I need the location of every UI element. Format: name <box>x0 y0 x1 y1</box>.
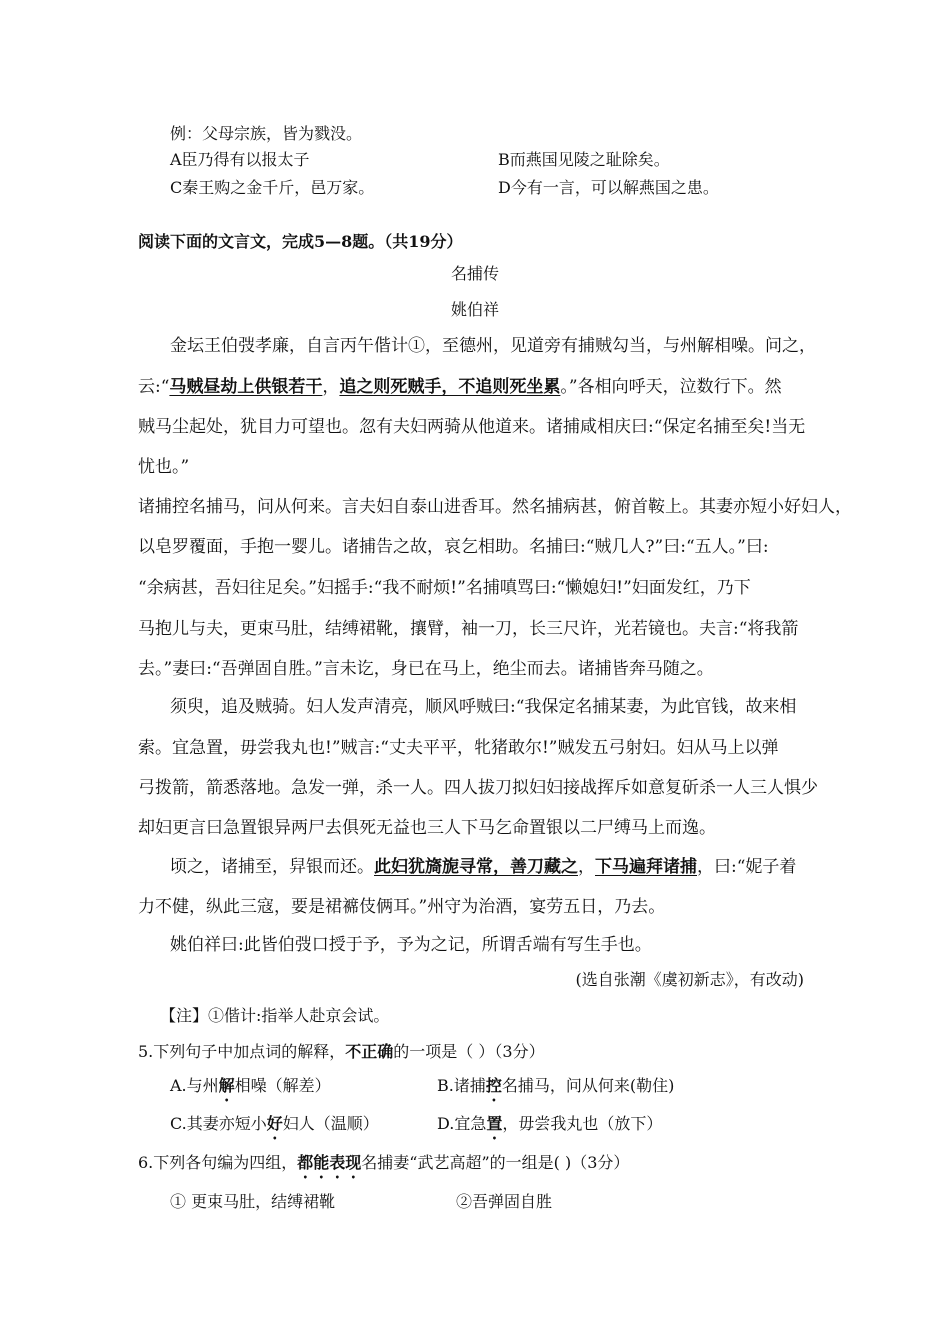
text-run: 云:“ <box>138 377 170 397</box>
underlined-sentence: 马贼昼劫上供银若干 <box>169 377 323 397</box>
q4-option-d: D今有一言，可以解燕国之患。 <box>498 178 719 197</box>
text-run: ， <box>322 377 340 397</box>
q4-option-a: A臣乃得有以报太子 <box>170 150 310 169</box>
passage-title: 名捕传 <box>450 264 499 283</box>
text-run: 顷之，诸捕至，舁银而还。 <box>170 857 374 877</box>
emphasis-text: 不正确 <box>345 1042 394 1061</box>
q6-stem <box>138 1153 629 1182</box>
underlined-sentence: 下马遍拜诸捕 <box>595 857 697 877</box>
text-run: D.宜急 <box>437 1114 487 1133</box>
underlined-sentence: 此妇犹旖旎寻常，善刀藏之 <box>374 857 578 877</box>
passage-line: 以皂罗覆面，手抱一婴儿。诸捕告之故，哀乞相助。名捕曰:“贼几人?”曰:“五人。”曰: <box>138 537 769 557</box>
passage-line: “余病甚，吾妇往足矣。”妇摇手:“我不耐烦!”名捕嗔骂曰:“懒媳妇!”妇面发红，乃下 <box>138 578 751 598</box>
text-run: 。”各相向呼天，泣数行下。然 <box>560 377 782 397</box>
q5-stem <box>138 1042 545 1062</box>
q5-option-c <box>170 1114 379 1143</box>
q4-example: 例：父母宗族，皆为戮没。 <box>170 124 363 143</box>
text-run: B.诸捕 <box>437 1076 486 1095</box>
q5-option-a <box>170 1076 331 1105</box>
passage-line: 马抱儿与夫，更束马肚，结缚裙靴，攘臂，袖一刀，长三尺许，光若镜也。夫言:“将我箭 <box>138 619 799 639</box>
passage-line: 姚伯祥曰:此皆伯弢口授于予，予为之记，所谓舌端有写生手也。 <box>170 935 652 955</box>
passage-author: 姚伯祥 <box>450 300 499 319</box>
footnote: 【注】①偕计:指举人赴京会试。 <box>160 1006 390 1025</box>
passage-line <box>138 377 782 397</box>
passage-line: 弓拨箭，箭悉落地。急发一弹，杀一人。四人拔刀拟妇妇接战挥斥如意复斫杀一人三人惧少 <box>138 778 818 798</box>
text-run: A.与州 <box>170 1076 219 1095</box>
text-run: 6.下列各句编为四组， <box>138 1153 298 1172</box>
passage-line: 诸捕控名捕马，问从何来。言夫妇自泰山进香耳。然名捕病甚，俯首鞍上。其妻亦短小好妇人， <box>138 497 852 517</box>
passage-line: 力不健，纵此三寇，要是裙褯伎俩耳。”州守为治酒，宴劳五日，乃去。 <box>138 897 666 917</box>
underlined-sentence: 追之则死贼手，不追则死坐累 <box>339 377 561 397</box>
passage-line: 须臾，追及贼骑。妇人发声清亮，顺风呼贼曰:“我保定名捕某妻，为此官钱，故来相 <box>170 697 797 717</box>
source-citation: (选自张潮《虞初新志》，有改动) <box>575 970 804 989</box>
passage-line <box>170 857 796 877</box>
passage-line: 索。宜急置，毋尝我丸也!”贼言:“丈夫平平，牝猪敢尔!”贼发五弓射妇。妇从马上以弹 <box>138 738 779 758</box>
dotted-word: 都能表现 <box>297 1153 362 1172</box>
dotted-word: 控 <box>485 1076 502 1095</box>
q6-option-2: ②吾弹固自胜 <box>456 1192 553 1211</box>
text-run: 妇人（温顺） <box>282 1114 379 1133</box>
q4-option-b: B而燕国见陵之耻除矣。 <box>498 150 670 169</box>
q5-option-d <box>437 1114 662 1143</box>
dotted-word: 好 <box>266 1114 283 1133</box>
passage-line: 去。”妻曰:“吾弹固自胜。”言未讫，身已在马上，绝尘而去。诸捕皆奔马随之。 <box>138 659 714 679</box>
text-run: 5.下列句子中加点词的解释， <box>138 1042 346 1061</box>
dotted-word: 置 <box>486 1114 503 1133</box>
passage-line: 贼马尘起处，犹目力可望也。忽有夫妇两骑从他道来。诸捕咸相庆曰:“保定名捕至矣!当无 <box>138 417 806 437</box>
text-run: ， <box>578 857 595 877</box>
text-run: 的一项是（ ）（3分） <box>393 1042 545 1061</box>
passage-line: 金坛王伯弢孝廉，自言丙午偕计①，至德州，见道旁有捕贼勾当，与州解相噪。问之， <box>170 336 816 356</box>
q4-option-c: C秦王购之金千斤，邑万家。 <box>170 178 375 197</box>
text-run: C.其妻亦短小 <box>170 1114 267 1133</box>
dotted-word: 解 <box>218 1076 235 1095</box>
text-run: 名捕妻“武艺高超”的一组是( )（3分） <box>361 1153 630 1172</box>
q6-option-1: ① 更束马肚，结缚裙靴 <box>170 1192 336 1211</box>
text-run: ，曰:“妮子着 <box>697 857 797 877</box>
text-run: 名捕马，问从何来(勒住) <box>501 1076 675 1095</box>
text-run: 相噪（解差） <box>234 1076 331 1095</box>
passage-line: 忧也。” <box>138 457 190 477</box>
passage-line: 却妇更言曰急置银异两尸去俱死无益也三人下马乞命置银以二尸缚马上而逸。 <box>138 818 716 838</box>
q5-option-b <box>437 1076 674 1105</box>
section-instruction: 阅读下面的文言文，完成5—8题。（共19分） <box>138 232 463 251</box>
text-run: ，毋尝我丸也（放下） <box>502 1114 663 1133</box>
